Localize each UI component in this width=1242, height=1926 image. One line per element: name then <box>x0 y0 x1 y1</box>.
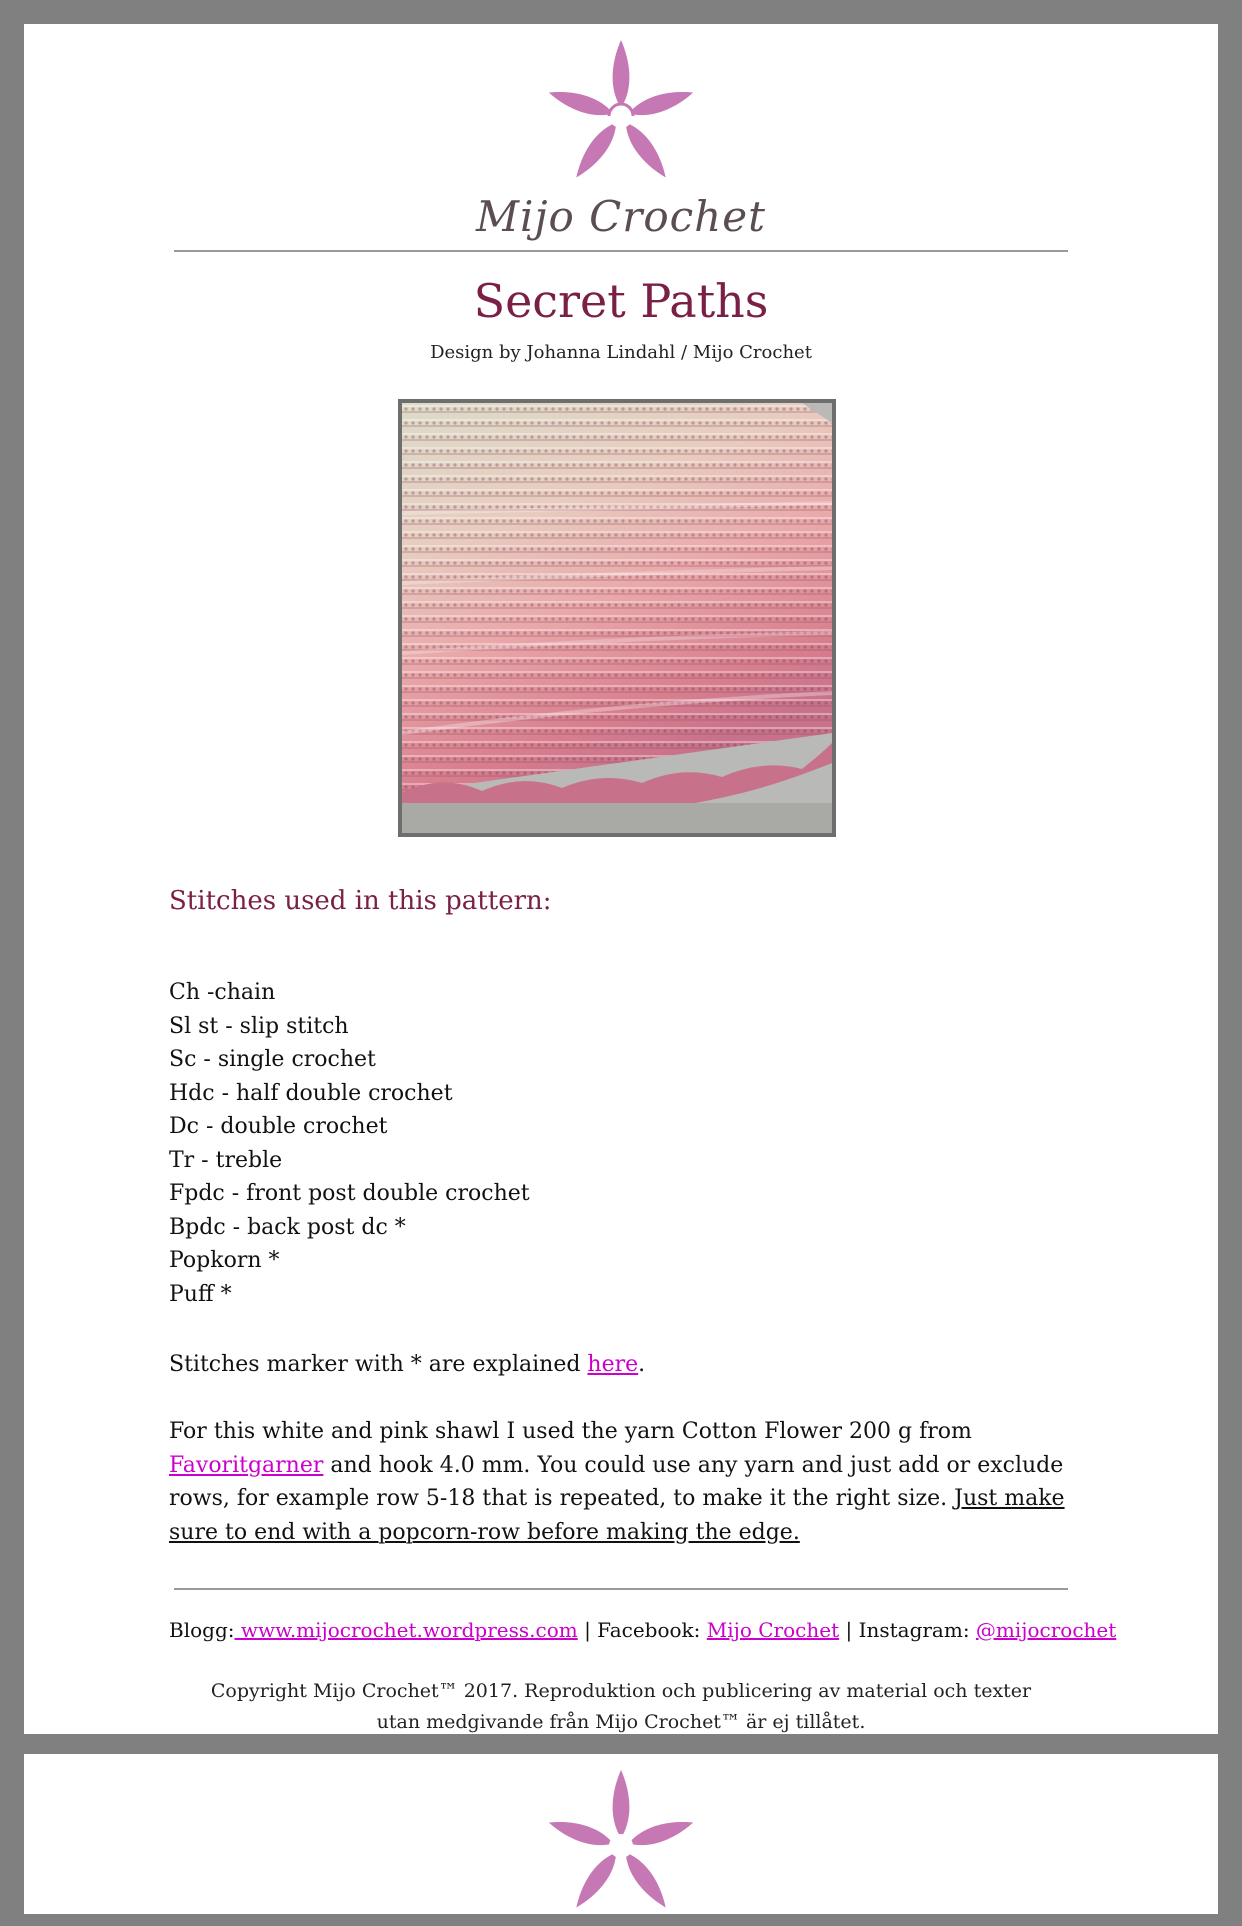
flower-logo-icon <box>541 36 701 196</box>
list-item: Ch -chain <box>169 980 276 1005</box>
flower-logo-icon <box>541 1766 701 1926</box>
logo <box>24 1766 1218 1926</box>
logo-wordmark: Mijo Crochet <box>476 192 766 241</box>
list-item: Popkorn * <box>169 1248 280 1273</box>
list-item: Hdc - half double crochet <box>169 1080 453 1106</box>
document-page <box>24 24 1218 1734</box>
here-link[interactable]: here <box>587 1352 639 1377</box>
list-item: Fpdc - front post double crochet <box>169 1181 530 1206</box>
list-item: Sc - single crochet <box>169 1047 376 1072</box>
logo <box>24 36 1218 241</box>
page-title: Secret Paths <box>473 274 769 328</box>
yarn-paragraph: For this white and pink shawl I used the yarn Cotton Flower 200 g from Favoritgarner and hook 4.0 mm. You could use any yarn and just add or exclude rows, for example row 5-18 that is repeated, to make it the right size. Just make sure to end with a popcorn-row before making the edge. <box>169 1419 1065 1545</box>
facebook-link[interactable]: Mijo Crochet <box>706 1618 840 1642</box>
list-item: Dc - double crochet <box>169 1114 388 1139</box>
next-document-page <box>24 1754 1218 1914</box>
designer-credit: Design by Johanna Lindahl / Mijo Crochet <box>430 342 812 363</box>
favoritgarner-link[interactable]: Favoritgarner <box>169 1452 324 1478</box>
instagram-link[interactable]: @mijocrochet <box>975 1618 1117 1642</box>
edge-instruction: Just make sure to end with a popcorn-row before making the edge. <box>169 1486 1065 1545</box>
shawl-photo <box>398 399 836 837</box>
copyright-notice: Copyright Mijo Crochet™ 2017. Reproduktion och publicering av material och texter utan medgivande från Mijo Crochet™ är ej tillåtet. <box>210 1680 1032 1733</box>
list-item: Sl st - slip stitch <box>169 1013 349 1039</box>
list-item: Tr - treble <box>169 1147 283 1173</box>
stitch-note: Stitches marker with * are explained here. <box>169 1352 646 1377</box>
footer-links: Blogg: www.mijocrochet.wordpress.com | Facebook: Mijo Crochet | Instagram: @mijocrochet <box>169 1618 1117 1642</box>
blog-link[interactable]: www.mijocrochet.wordpress.com <box>234 1618 578 1642</box>
header-divider <box>174 250 1068 252</box>
stitches-heading: Stitches used in this pattern: <box>169 886 552 916</box>
stitch-list <box>169 976 1089 1311</box>
footer-divider <box>174 1588 1068 1590</box>
list-item: Bpdc - back post dc * <box>169 1214 406 1240</box>
list-item: Puff * <box>169 1281 232 1307</box>
